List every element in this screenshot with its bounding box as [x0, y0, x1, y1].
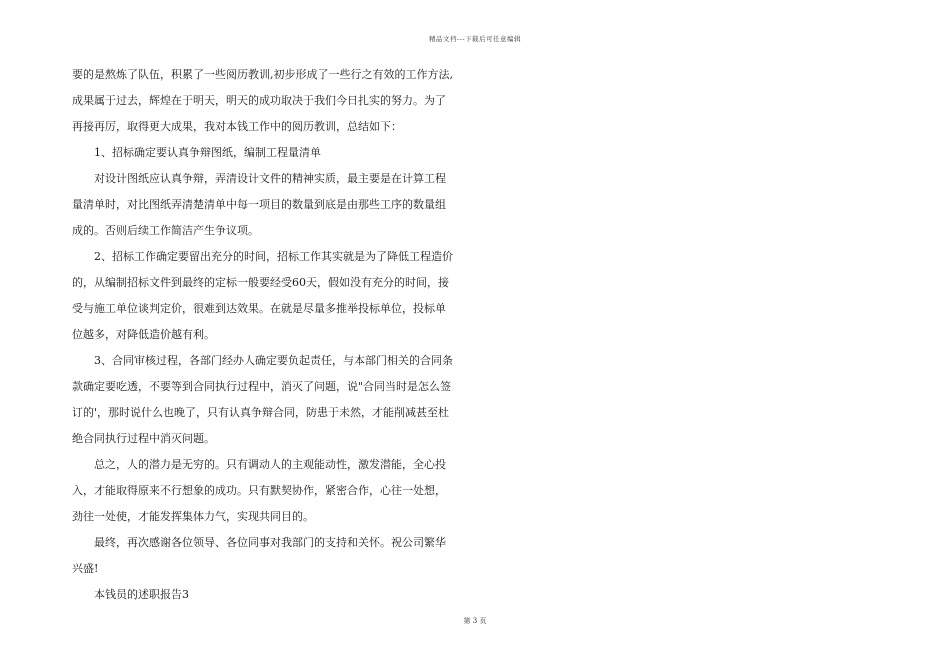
text-line: 劲往一处使，才能发挥集体力气，实现共同目的。 — [72, 510, 314, 523]
text-line: 款确定要吃透，不要等到合同执行过程中，消灭了问题，说"合同当时是怎么签 — [72, 380, 452, 393]
section-heading: 3、合同审核过程，各部门经办人确定要负起责任，与本部门相关的合同条 — [94, 354, 453, 367]
text-line: 成的。否则后续工作简洁产生争议项。 — [72, 224, 259, 237]
text-line: 入，才能取得原来不行想象的成功。只有默契协作，紧密合作，心往一处想， — [72, 484, 446, 497]
section-title: 本钱员的述职报告3 — [94, 588, 189, 601]
text-line: 兴盛! — [72, 562, 99, 575]
section-heading: 2、招标工作确定要留出充分的时间，招标工作其实就是为了降低工程造价 — [94, 250, 453, 263]
text-line: 量清单时，对比图纸弄清楚清单中每一项目的数量到底是由那些工序的数量组 — [72, 198, 446, 211]
text-line: 要的是熬炼了队伍，积累了一些阅历教训,初步形成了一些行之有效的工作方法, — [72, 68, 453, 81]
text-line: 总之，人的潜力是无穷的。只有调动人的主观能动性，激发潜能，全心投 — [94, 458, 446, 471]
text-line: 再接再厉，取得更大成果，我对本钱工作中的阅历教训，总结如下： — [72, 120, 402, 133]
text-line: 绝合同执行过程中消灭问题。 — [72, 432, 215, 445]
text-line: 最终，再次感谢各位领导、各位同事对我部门的支持和关怀。祝公司繁华 — [94, 536, 446, 549]
text-line: 订的'，那时说什么也晚了，只有认真争辩合同，防患于未然，才能削减甚至杜 — [72, 406, 450, 419]
page-header: 精品文档---下载后可任意编辑 — [428, 35, 522, 43]
text-line: 对设计图纸应认真争辩，弄清设计文件的精神实质，最主要是在计算工程 — [94, 172, 446, 185]
text-line: 位越多，对降低造价越有利。 — [72, 328, 215, 341]
text-line: 受与施工单位谈判定价，很难到达效果。在就是尽量多推举投标单位，投标单 — [72, 302, 446, 315]
page-number: 第 3 页 — [463, 617, 487, 625]
text-line: 的，从编制招标文件到最终的定标一般要经受60天，假如没有充分的时间，接 — [72, 276, 449, 289]
section-heading: 1、招标确定要认真争辩图纸，编制工程量清单 — [94, 146, 321, 159]
text-line: 成果属于过去，辉煌在于明天，明天的成功取决于我们今日扎实的努力。为了 — [72, 94, 446, 107]
